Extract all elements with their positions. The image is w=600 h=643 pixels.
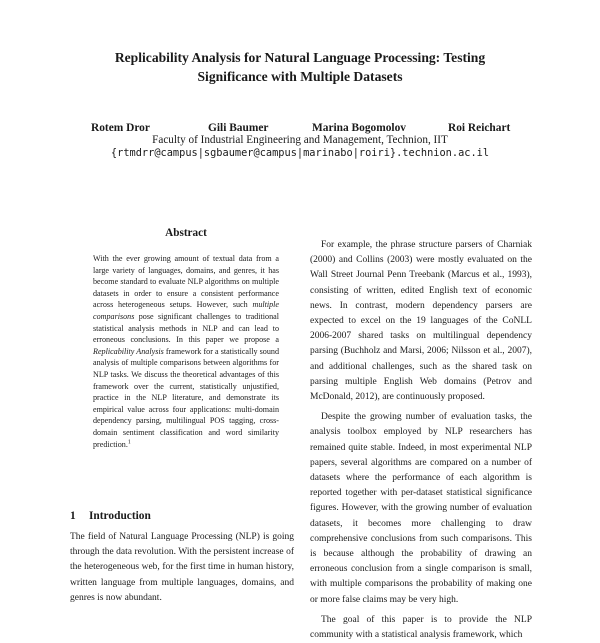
abstract-text-2: pose significant challenges to traditional statistical analysis methods in NLP and can lead to erroneous conclusions. In this paper we propose a — [93, 311, 279, 345]
section-title: Introduction — [89, 510, 151, 522]
section-number: 1 — [70, 510, 76, 522]
footnote-mark: 1 — [127, 438, 131, 445]
paper-title-line-1: Replicability Analysis for Natural Language Processing: Testing — [114, 50, 486, 65]
abstract-heading: Abstract — [165, 227, 207, 239]
right-paragraph-2: Despite the growing number of evaluation tasks, the analysis toolbox employed by NLP researchers has remained quite stable. Indeed, in most experimental NLP papers, several algorithms are compared on a number of datasets where the performance of each algorithm is reported together with per-dataset statistical significance figures. However, with the growing number of evaluation datasets, it becomes more challenging to draw comprehensive conclusions from such comparisons. This is because although the probability of drawing an erroneous conclusion from a single comparison is small, with multiple comparisons the probability of making one or more false claims may be very high. — [310, 412, 532, 605]
author-4: Roi Reichart — [448, 122, 511, 134]
abstract-text-1: With the ever growing amount of textual data from a large variety of languages, domains, and genres, it has become standard to evaluate NLP algorithms on multiple datasets in order to ensure a consistent performance across heterogeneous setups. However, such — [93, 254, 279, 310]
affiliation: Faculty of Industrial Engineering and Management, Technion, IIT — [152, 134, 448, 146]
author-2: Gili Baumer — [208, 122, 269, 134]
abstract-emphasis-1: multiple comparisons — [93, 300, 279, 321]
right-column — [310, 238, 532, 643]
paper-title-line-2: Significance with Multiple Datasets — [197, 69, 403, 84]
author-3: Marina Bogomolov — [312, 122, 406, 134]
author-emails: {rtmdrr@campus|sgbaumer@campus|marinabo|roiri}.technion.ac.il — [110, 147, 490, 159]
abstract-emphasis-2: Replicability Analysis — [93, 346, 164, 356]
section-heading-introduction — [70, 509, 151, 523]
introduction-paragraph: The field of Natural Language Processing (NLP) is going through the data revolution. With the persistent increase of the heterogeneous web, for the first time in human history, written language from multiple languages, domains, and genres is now abundant. — [70, 532, 294, 603]
right-paragraph-1: For example, the phrase structure parsers of Charniak (2000) and Collins (2003) were mostly evaluated on the Wall Street Journal Penn Treebank (Marcus et al., 1993), consisting of written, edited English text of economic news. In contrast, modern dependency parsers are expected to excel on the 19 languages of the CoNLL 2006-2007 shared tasks on multilingual dependency parsing (Buchholz and Marsi, 2006; Nilsson et al., 2007), and additional challenges, such as the shared task on parsing multiple English Web domains (Petrov and McDonald, 2012), are continuously proposed. — [310, 240, 532, 403]
right-paragraph-3: The goal of this paper is to provide the NLP community with a statistical analysis framework, which — [310, 614, 532, 641]
abstract-text-3: framework for a statistically sound analysis of multiple comparisons between algorithms for NLP tasks. We discuss the theoretical advantages of this framework over the current, statistically unjustified, practice in the NLP literature, and demonstrate its empirical value across four applications: multi-domain dependency parsing, multilingual POS tagging, cross-domain sentiment classification and word similarity prediction. — [93, 346, 279, 449]
abstract-body — [93, 253, 279, 450]
author-1: Rotem Dror — [91, 122, 150, 134]
paper-title — [40, 48, 560, 86]
